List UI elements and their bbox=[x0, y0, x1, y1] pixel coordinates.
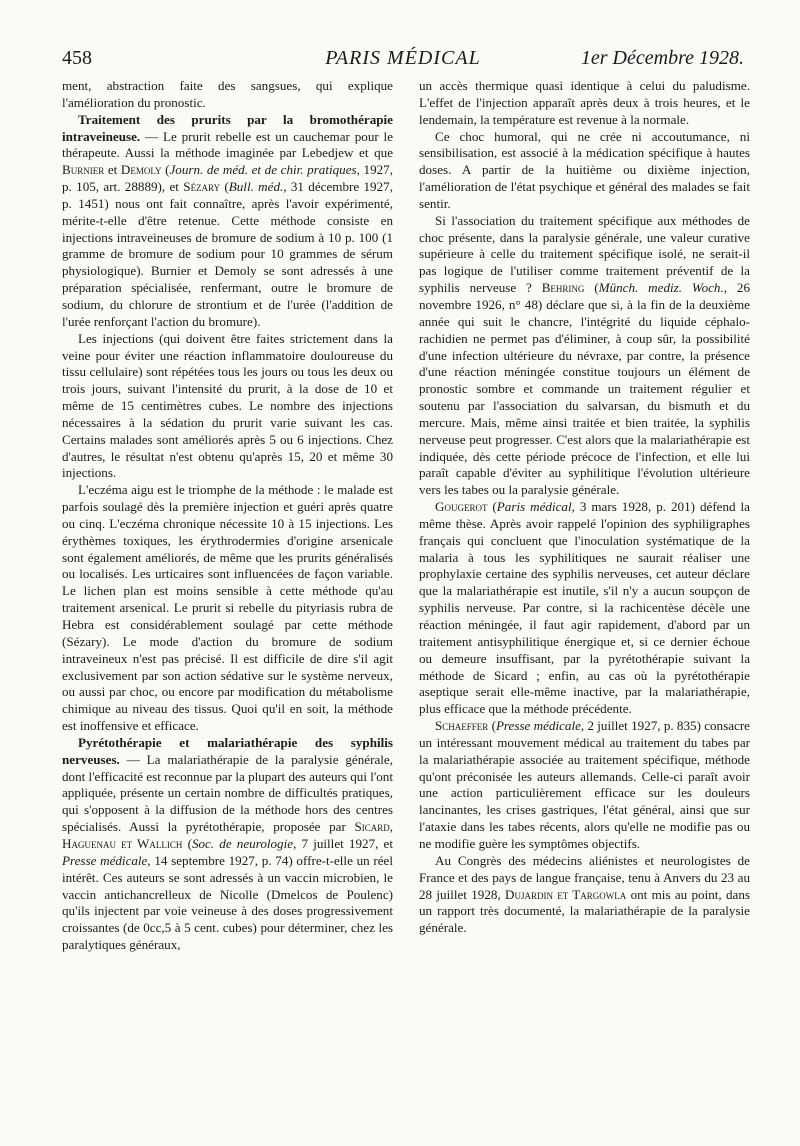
right-column bbox=[419, 78, 750, 1118]
journal-title: PARIS MÉDICAL bbox=[325, 47, 481, 69]
paragraph: ment, abstraction faite des sangsues, qui explique l'amélioration du pronostic. bbox=[62, 78, 393, 110]
paragraph: un accès thermique quasi identique à celui du paludisme. L'effet de l'injection apparaît après deux à trois heures, et le lendemain, la température est revenue à la normale. bbox=[419, 78, 750, 127]
paragraph: Si l'association du traitement spécifique aux méthodes de choc présente, dans la paralysie générale, une valeur curative supérieure à celle du traitement spécifique isolé, ne serait-il pas logique de l'utiliser comme traitement préventif de la syphilis nerveuse ? Behring (Münch. mediz. Woch., 26 novembre 1926, n° 48) déclare que si, à la fin de la deuxième année qui suit le chancre, l'intégrité du liquide céphalo-rachidien ne permet pas d'éliminer, à coup sûr, la possibilité d'une infection ultérieure du névraxe, par contre, la présence d'une réaction méningée constitue toujours un élément de pronostic sombre et commande un traitement régulier et soutenu par l'association du salvarsan, du bismuth et du mercure. Mais, même ainsi traitée et bien traitée, la syphilis nerveuse peut progresser. C'est alors que la malariathérapie est indiquée, dès cette période précoce de l'infection, et elle lui paraît capable d'éviter au syphilitique l'évolution ultérieure vers les tabes ou la paralysie générale. bbox=[419, 212, 750, 498]
left-column bbox=[62, 78, 393, 1118]
issue-date: 1er Décembre 1928. bbox=[580, 47, 744, 69]
page-header bbox=[62, 44, 744, 72]
paragraph: Au Congrès des médecins aliénistes et neurologistes de France et des pays de langue française, tenu à Anvers du 23 au 28 juillet 1928, Dujardin et Targowla ont mis au point, dans un rapport très documenté, la malariathérapie de la paralysie générale. bbox=[419, 852, 750, 936]
paragraph-pyretotherapie: Pyrétothérapie et malariathérapie des syphilis nerveuses. — La malariathérapie de la paralysie générale, dont l'efficacité est reconnue par la plupart des auteurs qui l'ont appliquée, présente un certain nombre de difficultés pratiques, qui s'opposent à la diffusion de la méthode hors des centres spécialisés. Aussi la pyrétothérapie, proposée par Sicard, Haguenau et Wallich (Soc. de neurologie, 7 juillet 1927, et Presse médicale, 14 septembre 1927, p. 74) offre-t-elle un réel intérêt. Ces auteurs se sont adressés à un vaccin microbien, le vaccin antichancrelleux de Nicolle (Dmelcos de Poulenc) qu'ils injectent par voie veineuse à des doses progressivement croissantes (de 0cc,5 à 5 cent. cubes) pour déterminer, chez les paralytiques généraux, bbox=[62, 734, 393, 953]
paragraph: Schaeffer (Presse médicale, 2 juillet 1927, p. 835) consacre un intéressant mouvement médical au traitement du tabes par la malariathérapie associée au traitement spécifique, méthode qu'ont préconisée les auteurs allemands. Celle-ci paraît avoir une action particulièrement efficace sur les douleurs lancinantes, les crises gastriques, l'état général, ainsi que sur l'ataxie dans les tabes récents, alors qu'elle ne modifie pas ou ne modifie guère les symptômes objectifs. bbox=[419, 718, 750, 851]
section-heading: Traitement des prurits par la bromothérapie intraveineuse. bbox=[62, 111, 393, 144]
paragraph-bromotherapie: Traitement des prurits par la bromothérapie intraveineuse. — Le prurit rebelle est un cauchemar pour le thérapeute. Aussi la méthode imaginée par Lebedjew et que Burnier et Demoly (Journ. de méd. et de chir. pratiques, 1927, p. 105, art. 28889), et Sézary (Bull. méd., 31 décembre 1927, p. 1451) nous ont fait connaître, après l'avoir expérimenté, mérite-t-elle d'être retenue. Cette méthode consiste en injections intraveineuses de bromure de sodium à 10 p. 100 (1 gramme de bromure de sodium pour 10 grammes de sérum physiologique). Burnier et Demoly se sont adressés à une préparation spécialisée, renfermant, outre le bromure de sodium, du chlorure de strontium et de l'urée (l'addition de l'urée renforçant l'action du bromure). bbox=[62, 111, 393, 329]
paragraph: Les injections (qui doivent être faites strictement dans la veine pour éviter une réaction inflammatoire douloureuse du tissu cellulaire) sont répétées tous les jours ou tous les deux ou trois jours, suivant l'intensité du prurit, à la dose de 10 et même de 15 centimètres cubes. Le nombre des injections nécessaires à la sédation du prurit varie suivant les cas. Certains malades sont améliorés après 5 ou 6 injections. Chez d'autres, le résultat n'est obtenu qu'après 15, 20 et même 30 injections. bbox=[62, 330, 393, 481]
section-heading: Pyrétothérapie et malariathérapie des syphilis nerveuses. bbox=[62, 734, 393, 767]
paragraph: L'eczéma aigu est le triomphe de la méthode : le malade est parfois soulagé dès la première injection et guéri après quatre ou cinq. L'eczéma chronique nécessite 10 à 15 injections. Les érythèmes toxiques, les érythrodermies d'origine arsenicale sont également améliorés, de même que les prurits généralisés ou localisés. Les urticaires sont influencées de façon variable. Le lichen plan est moins sensible à cette méthode qu'au traitement arsenical. Le prurit si rebelle du pityriasis rubra de Hebra est considérablement soulagé par cette méthode (Sézary). Le mode d'action du bromure de sodium intraveineux n'est pas précisé. Il est difficile de dire s'il agit exclusivement par son action sédative sur le système nerveux, ou aussi par choc, ou encore par modification du métabolisme chimique au niveau des tissus. Quoi qu'il en soit, la méthode est inoffensive et efficace. bbox=[62, 482, 393, 734]
paragraph: Ce choc humoral, qui ne crée ni accoutumance, ni sensibilisation, est associé à la médication spécifique à hautes doses. A partir de la huitième ou dixième injection, l'amélioration de l'état psychique et général des malades se fait sentir. bbox=[419, 128, 750, 211]
paragraph: Gougerot (Paris médical, 3 mars 1928, p. 201) défend la même thèse. Après avoir rappelé l'opinion des syphiligraphes français qui concluent que l'inoculation systématique de la malaria à tous les syphilitiques ne saurait réaliser une prophylaxie certaine des syphilis nerveuses, cet auteur déclare que la malariathérapie est inutile, s'il n'y a aucun soupçon de syphilis nerveuse. Par contre, si la rachicentèse décèle une réaction méningée, il faut agir rapidement, d'abord par un traitement antisyphilitique énergique et, si ce dernier échoue ou demeure insuffisant, par la pyrétothérapie suivant la méthode de Sicard ; enfin, au cas où la pyrétothérapie aseptique serait elle-même inactive, par la malariathérapie, plus efficace que la méthode précédente. bbox=[419, 499, 750, 717]
page-number: 458 bbox=[62, 47, 92, 69]
